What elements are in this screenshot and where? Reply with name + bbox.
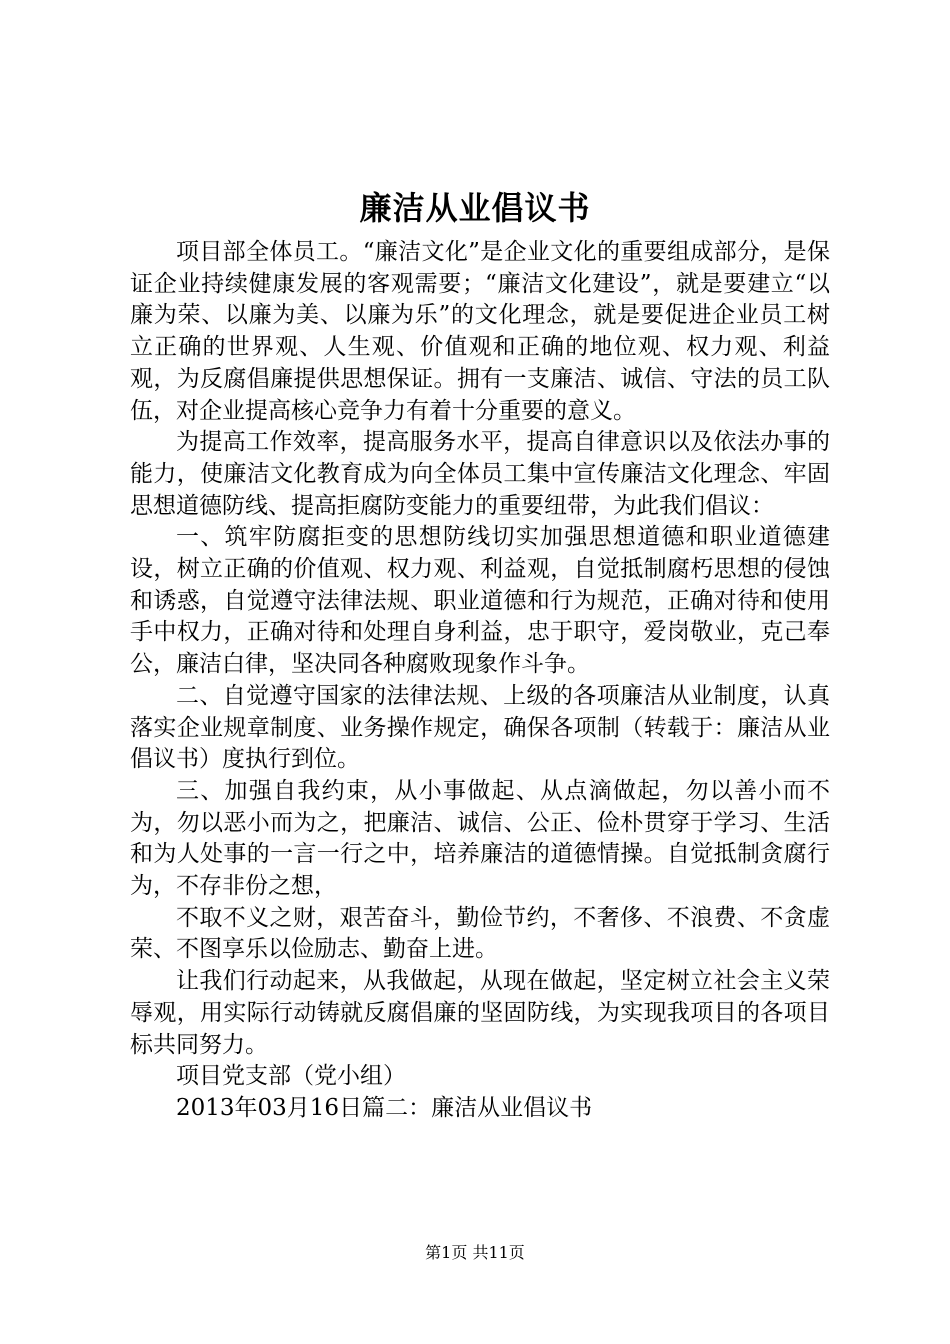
signature-organization: 项目党支部（党小组） [176,1063,406,1090]
document-body [130,237,830,1125]
page-number-footer: 第1页 共11页 [425,1243,525,1262]
paragraph-point-one: 一、筑牢防腐拒变的思想防线切实加强思想道德和职业道德建设，树立正确的价值观、权力观、利益观，自觉抵制腐朽思想的侵蚀和诱惑，自觉遵守法律法规、职业道德和行为规范，正确对待和使用手中权力，正确对待和处理自身利益，忠于职守，爱岗敬业，克己奉公，廉洁白律，坚决同各种腐败现象作斗争。 [130,524,830,678]
paragraph-closing: 让我们行动起来，从我做起，从现在做起，坚定树立社会主义荣辱观，用实际行动铸就反腐倡廉的坚固防线，为实现我项目的各项目标共同努力。 [130,968,830,1058]
signature-date: 2013年03月16日篇二：廉洁从业倡议书 [176,1094,593,1121]
paragraph-purpose: 为提高工作效率，提高服务水平，提高自律意识以及依法办事的能力，使廉洁文化教育成为向全体员工集中宣传廉洁文化理念、牢固思想道德防线、提高拒腐防变能力的重要纽带，为此我们倡议： [130,429,830,519]
paragraph-point-three: 三、加强自我约束，从小事做起、从点滴做起，勿以善小而不为，勿以恶小而为之，把廉洁、诚信、公正、俭朴贯穿于学习、生活和为人处事的一言一行之中，培养廉洁的道德情操。自觉抵制贪腐行为，不存非份之想， [130,777,830,900]
paragraph-continuation: 不取不义之财，艰苦奋斗，勤俭节约，不奢侈、不浪费、不贪虚荣、不图享乐以俭励志、勤奋上进。 [130,904,830,963]
document-title: 廉洁从业倡议书 [359,189,591,227]
paragraph-point-two: 二、自觉遵守国家的法律法规、上级的各项廉洁从业制度，认真落实企业规章制度、业务操作规定，确保各项制（转载于：廉洁从业倡议书）度执行到位。 [130,682,830,773]
paragraph-intro: 项目部全体员工。“廉洁文化”是企业文化的重要组成部分，是保证企业持续健康发展的客观需要；“廉洁文化建设”，就是要建立“以廉为荣、以廉为美、以廉为乐”的文化理念，就是要促进企业员工树立正确的世界观、人生观、价值观和正确的地位观、权力观、利益观，为反腐倡廉提供思想保证。拥有一支廉洁、诚信、守法的员工队伍，对企业提高核心竞争力有着十分重要的意义。 [130,239,830,424]
